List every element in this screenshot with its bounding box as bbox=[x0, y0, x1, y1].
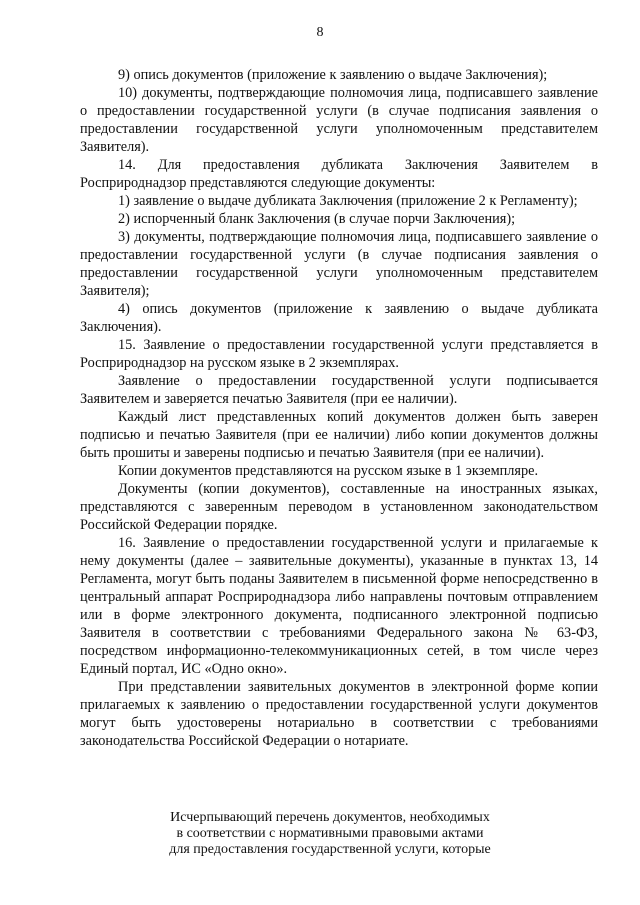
paragraph-14-item-2: 2) испорченный бланк Заключения (в случае порчи Заключения); bbox=[118, 211, 516, 227]
paragraph-item-10: 10) документы, подтверждающие полномочия лица, подписавшего заявление о предоставлении государственной услуги (в случае подписания заявления о предоставлении государственной услуги уполномоченным представителем Заявителя). bbox=[80, 85, 598, 155]
paragraph-copies-language: Копии документов представляются на русском языке в 1 экземпляре. bbox=[118, 463, 539, 479]
paragraph-copies-certification: Каждый лист представленных копий документов должен быть заверен подписью и печатью Заявителя (при ее наличии) либо копии документов должны быть прошиты и заверены подписью и печатью Заявителя (при ее наличии). bbox=[80, 409, 598, 461]
paragraph-item-9: 9) опись документов (приложение к заявлению о выдаче Заключения); bbox=[118, 67, 548, 83]
paragraph-15: 15. Заявление о предоставлении государственной услуги представляется в Росприроднадзор на русском языке в 2 экземплярах. bbox=[80, 337, 598, 371]
paragraph-foreign-documents: Документы (копии документов), составленные на иностранных языках, представляются с заверенным переводом в установленном законодательством Российской Федерации порядке. bbox=[80, 481, 598, 533]
section-heading-line-1: Исчерпывающий перечень документов, необходимых bbox=[170, 810, 490, 825]
paragraph-14: 14. Для предоставления дубликата Заключения Заявителем в Росприроднадзор представляются следующие документы: bbox=[80, 157, 598, 191]
section-heading-line-3: для предоставления государственной услуги, которые bbox=[169, 842, 491, 857]
paragraph-14-item-1: 1) заявление о выдаче дубликата Заключения (приложение 2 к Регламенту); bbox=[118, 193, 578, 209]
paragraph-14-item-3: 3) документы, подтверждающие полномочия лица, подписавшего заявление о предоставлении государственной услуги (в случае подписания заявления о предоставлении государственной услуги уполномоченным представителем Заявителя); bbox=[80, 229, 598, 299]
paragraph-16: 16. Заявление о предоставлении государственной услуги и прилагаемые к нему документы (далее – заявительные документы), указанные в пунктах 13, 14 Регламента, могут быть поданы Заявителем в письменной форме непосредственно в центральный аппарат Росприроднадзора либо направлены почтовым отправлением или в форме электронного документа, подписанного электронной подписью Заявителя в соответствии с требованиями Федерального закона № 63-ФЗ, посредством информационно-телекоммуникационных сетей, в том числе через Единый портал, ИС «Одно окно». bbox=[80, 535, 598, 677]
paragraph-14-item-4: 4) опись документов (приложение к заявлению о выдаче дубликата Заключения). bbox=[80, 301, 598, 335]
section-heading-line-2: в соответствии с нормативными правовыми актами bbox=[176, 826, 484, 841]
document-body bbox=[80, 66, 598, 750]
page-number: 8 bbox=[316, 25, 324, 40]
paragraph-electronic-submission: При представлении заявительных документов в электронной форме копии прилагаемых к заявлению о предоставлении государственной услуги документов могут быть удостоверены нотариально в соответствии с требованиями законодательства Российской Федерации о нотариате. bbox=[80, 679, 598, 749]
section-heading bbox=[130, 810, 530, 858]
paragraph-signature: Заявление о предоставлении государственной услуги подписывается Заявителем и заверяется печатью Заявителя (при ее наличии). bbox=[80, 373, 598, 407]
